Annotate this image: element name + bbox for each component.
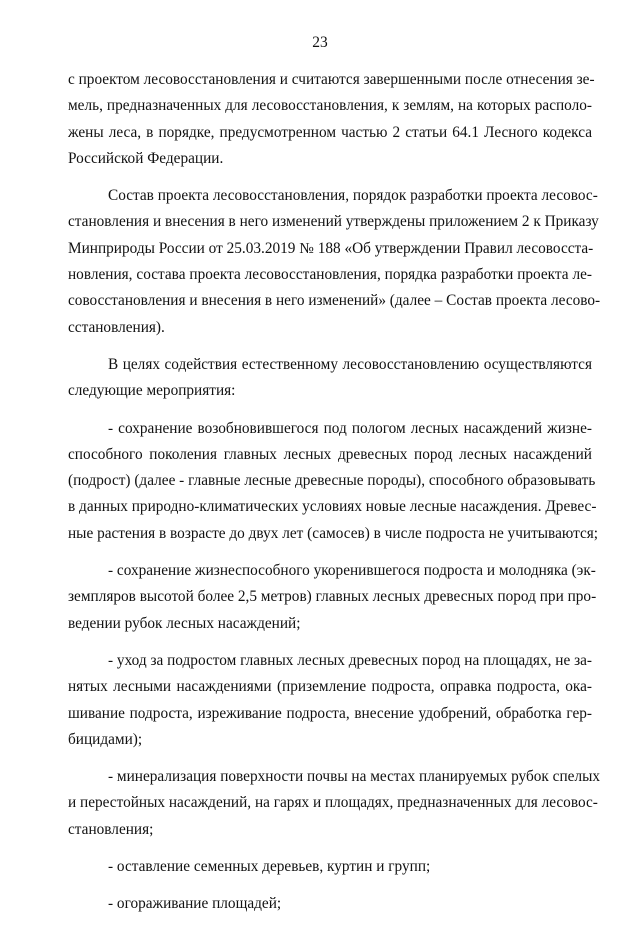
- paragraph: [68, 764, 601, 843]
- text-line: новления, состава проекта лесовосстановления, порядка разработки проекта ле-: [68, 266, 592, 284]
- text-line: способного поколения главных лесных древесных пород лесных насаждений: [68, 445, 592, 463]
- paragraph: [68, 416, 599, 547]
- text-line: (подрост) (далее - главные лесные древесные породы), способного образовывать: [68, 472, 596, 490]
- page-number: 23: [312, 34, 328, 51]
- text-line: с проектом лесовосстановления и считаются завершенными после отнесения зе-: [68, 71, 595, 88]
- paragraph: [68, 183, 601, 341]
- text-line: - уход за подростом главных лесных древесных пород на площадях, не за-: [108, 651, 592, 669]
- paragraph: [68, 854, 592, 880]
- text-line: ные растения в возрасте до двух лет (самосев) в числе подроста не учитываются;: [68, 524, 599, 542]
- text-line: жены леса, в порядке, предусмотренном частью 2 статьи 64.1 Лесного кодекса: [68, 123, 592, 141]
- text-line: - минерализация поверхности почвы на местах планируемых рубок спелых: [108, 768, 601, 786]
- text-line: ведении рубок лесных насаждений;: [68, 614, 301, 632]
- text-line: мель, предназначенных для лесовосстановления, к землям, на которых располо-: [68, 97, 592, 115]
- text-line: Состав проекта лесовосстановления, порядок разработки проекта лесовос-: [108, 187, 598, 205]
- text-line: Минприроды России от 25.03.2019 № 188 «Об утверждении Правил лесовосста-: [68, 239, 594, 257]
- document-body: [68, 67, 601, 929]
- text-line: следующие мероприятия:: [68, 382, 236, 400]
- text-line: - оставление семенных деревьев, куртин и групп;: [108, 858, 431, 876]
- text-line: нятых лесными насаждениями (приземление подроста, оправка подроста, ока-: [68, 678, 592, 696]
- paragraph: [68, 891, 592, 917]
- text-line: Российской Федерации.: [68, 149, 224, 167]
- text-line: сстановления).: [68, 318, 165, 336]
- text-line: шивание подроста, изреживание подроста, внесение удобрений, обработка гер-: [68, 704, 592, 722]
- text-line: совосстановления и внесения в него изменений» (далее – Состав проекта лесово-: [68, 292, 601, 310]
- text-line: становления;: [68, 820, 154, 838]
- paragraph: [68, 67, 595, 172]
- paragraph: [68, 558, 597, 637]
- text-line: становления и внесения в него изменений утверждены приложением 2 к Приказу: [68, 213, 599, 231]
- text-line: бицидами);: [68, 730, 143, 748]
- text-line: - сохранение возобновившегося под пологом лесных насаждений жизне-: [108, 419, 592, 437]
- text-line: - сохранение жизнеспособного укоренившегося подроста и молодняка (эк-: [108, 562, 596, 580]
- text-line: в данных природно-климатических условиях новые лесные насаждения. Древес-: [68, 498, 597, 516]
- text-line: и перестойных насаждений, на гарях и площадях, предназначенных для лесовос-: [68, 794, 598, 812]
- text-line: В целях содействия естественному лесовосстановлению осуществляются: [108, 355, 592, 373]
- paragraph: [68, 648, 592, 753]
- text-line: земпляров высотой более 2,5 метров) главных лесных древесных пород при про-: [68, 588, 597, 606]
- text-line: - огораживание площадей;: [108, 895, 282, 913]
- paragraph: [68, 352, 592, 405]
